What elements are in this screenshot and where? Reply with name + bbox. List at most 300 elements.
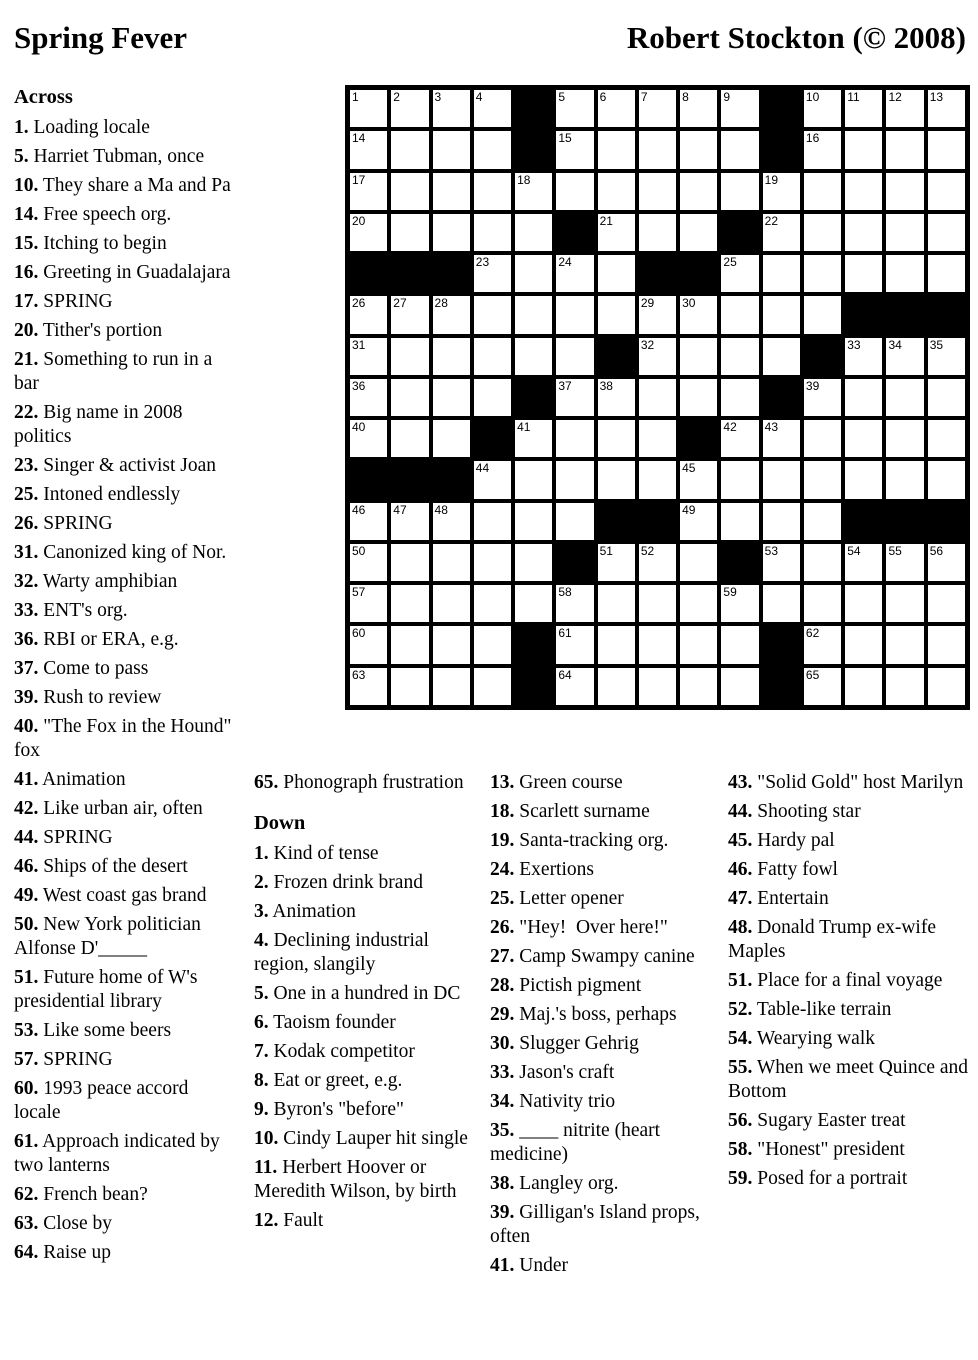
cell-number: 54 [847,543,861,558]
grid-cell [639,668,676,705]
grid-cell [680,338,717,375]
clue-number: 4. [254,930,269,951]
cell-number: 9 [723,90,731,104]
clue-number: 48. [728,917,753,938]
clue-item: 33. Jason's craft [490,1062,615,1083]
grid-cell [680,544,717,581]
clue-number: 26. [490,917,515,938]
grid-cell [556,255,593,292]
grid-cell [350,296,387,333]
cell-number: 29 [640,296,655,311]
clue-number: 56. [728,1110,753,1131]
grid-cell [928,131,965,168]
grid-cell [639,90,676,127]
grid-cell [474,338,511,375]
clue-item: 64. Raise up [14,1242,111,1263]
cell-number: 1 [352,90,359,104]
clue-number: 9. [254,1099,269,1120]
clue-number: 49. [14,885,39,906]
grid-cell [845,131,882,168]
grid-cell [928,668,965,705]
cell-number: 7 [640,90,648,104]
clue-number: 7. [254,1041,269,1062]
grid-cell [928,90,965,127]
clue-number: 28. [490,975,515,996]
grid-cell [556,379,593,416]
grid-cell [763,544,800,581]
grid-cell [804,503,841,540]
cell-number: 3 [434,90,442,104]
grid-cell [886,379,923,416]
grid-cell-black [928,296,965,333]
clue-number: 37. [14,658,39,679]
clue-number: 47. [728,888,753,909]
cell-number: 30 [682,296,696,311]
grid-cell [639,131,676,168]
cell-number: 22 [764,213,779,228]
grid-cell-black [515,626,552,663]
cell-number: 4 [475,90,483,104]
grid-cell [556,585,593,622]
grid-cell [680,503,717,540]
grid-cell-black [350,461,387,498]
grid-cell [886,585,923,622]
cell-number: 64 [558,667,572,682]
cell-number: 33 [847,337,861,352]
cell-number: 11 [847,90,860,104]
clue-number: 39. [14,687,39,708]
clue-item: 3. Animation [254,901,356,922]
cell-number: 38 [599,378,613,393]
cell-number: 60 [352,626,366,641]
grid-cell [433,338,470,375]
grid-cell-black [598,338,635,375]
cell-number: 18 [517,172,531,187]
clue-item: 46. Fatty fowl [728,859,838,880]
clue-number: 3. [254,901,269,922]
grid-cell [433,668,470,705]
clue-item: 19. Santa-tracking org. [490,830,669,851]
clue-item: 44. Shooting star [728,801,861,822]
clue-number: 44. [728,801,753,822]
cell-number: 63 [352,667,366,682]
clue-number: 17. [14,291,39,312]
grid-cell-black [845,296,882,333]
grid-cell [763,173,800,210]
clue-number: 33. [490,1062,515,1083]
clue-item: 26. "Hey! Over here!" [490,917,668,938]
clue-item: 43. "Solid Gold" host Marilyn [728,772,964,793]
grid-cell-black [433,461,470,498]
clue-number: 25. [14,484,39,505]
grid-cell [350,544,387,581]
grid-cell-black [391,461,428,498]
grid-cell [433,90,470,127]
grid-cell [721,90,758,127]
clue-item: 54. Wearying walk [728,1028,875,1049]
grid-cell [804,585,841,622]
grid-cell [433,420,470,457]
grid-cell [433,544,470,581]
grid-cell-black [639,503,676,540]
grid-cell [639,626,676,663]
grid-cell [845,668,882,705]
clue-item: 37. Come to pass [14,658,149,679]
grid-cell [433,503,470,540]
clue-item: 30. Slugger Gehrig [490,1033,639,1054]
grid-cell [556,173,593,210]
clue-item: 59. Posed for a portrait [728,1168,908,1189]
clue-number: 41. [14,769,39,790]
grid-cell [350,214,387,251]
clue-item: 41. Animation [14,769,126,790]
grid-cell [391,585,428,622]
down-clues-col2 [254,842,482,1233]
clue-number: 51. [728,970,753,991]
cell-number: 5 [558,90,566,104]
grid-cell [474,131,511,168]
grid-cell [474,668,511,705]
clue-item: 29. Maj.'s boss, perhaps [490,1004,677,1025]
clue-item: 63. Close by [14,1213,113,1234]
clue-item: 62. French bean? [14,1184,148,1205]
clue-item: 27. Camp Swampy canine [490,946,695,967]
grid-cell [474,379,511,416]
cell-number: 26 [352,296,366,311]
grid-cell [598,296,635,333]
grid-cell [639,544,676,581]
grid-cell [680,173,717,210]
clue-item: 18. Scarlett surname [490,801,650,822]
grid-cell-black [556,214,593,251]
clue-item: 39. Gilligan's Island props, often [490,1202,700,1247]
grid-cell [391,214,428,251]
clue-item: 50. New York politician Alfonse D'_____ [14,914,201,959]
cell-number: 42 [723,420,737,435]
grid-cell [721,668,758,705]
grid-cell [721,461,758,498]
grid-cell [721,255,758,292]
clue-item: 44. SPRING [14,827,113,848]
grid-cell [556,461,593,498]
grid-cell [474,503,511,540]
grid-cell-black [515,379,552,416]
clue-item: 57. SPRING [14,1049,113,1070]
grid-cell [763,503,800,540]
grid-cell [886,420,923,457]
clues-column-4 [728,771,974,1196]
grid-cell [845,626,882,663]
grid-cell-black [639,255,676,292]
grid-cell-black [804,338,841,375]
grid-cell [763,338,800,375]
clue-number: 8. [254,1070,269,1091]
clue-item: 40. "The Fox in the Hound" fox [14,716,232,761]
cell-number: 51 [599,543,613,558]
clue-number: 16. [14,262,39,283]
grid-cell [804,461,841,498]
grid-cell [886,338,923,375]
cell-number: 2 [393,90,400,104]
clue-number: 54. [728,1028,753,1049]
grid-cell [515,503,552,540]
clue-number: 43. [728,772,753,793]
grid-cell [804,544,841,581]
cell-number: 65 [805,667,820,682]
clue-number: 38. [490,1173,515,1194]
clue-number: 13. [490,772,515,793]
cell-number: 10 [805,90,820,104]
clue-item: 25. Letter opener [490,888,624,909]
clue-item: 60. 1993 peace accord locale [14,1078,189,1123]
grid-cell-black [680,255,717,292]
grid-cell [804,379,841,416]
grid-cell [721,296,758,333]
grid-cell [433,379,470,416]
down-clues-col4 [728,771,974,1191]
cell-number: 16 [805,131,820,146]
clue-item: 5. Harriet Tubman, once [14,146,205,167]
clue-number: 46. [728,859,753,880]
grid-cell [928,420,965,457]
page-title: Spring Fever [14,20,188,55]
grid-cell [433,585,470,622]
cell-number: 43 [764,420,779,435]
clue-number: 29. [490,1004,515,1025]
grid-cell [391,296,428,333]
clue-item: 2. Frozen drink brand [254,872,423,893]
grid-cell-black [598,503,635,540]
grid-cell [928,255,965,292]
cell-number: 24 [558,255,572,270]
grid-cell [391,173,428,210]
grid-cell [680,585,717,622]
clue-item: 25. Intoned endlessly [14,484,181,505]
clue-item: 28. Pictish pigment [490,975,642,996]
clue-item: 45. Hardy pal [728,830,835,851]
grid-cell [598,255,635,292]
clue-item: 34. Nativity trio [490,1091,616,1112]
clues-column-3 [490,771,722,1283]
clue-item: 22. Big name in 2008 politics [14,402,183,447]
grid-cell [886,255,923,292]
grid-cell [350,503,387,540]
grid-cell [556,668,593,705]
clue-item: 39. Rush to review [14,687,162,708]
grid-cell [350,626,387,663]
grid-cell [598,585,635,622]
clue-number: 2. [254,872,269,893]
grid-cell [845,379,882,416]
cell-number: 62 [805,626,820,641]
cell-number: 34 [888,337,902,352]
grid-cell [598,379,635,416]
grid-cell [474,626,511,663]
clue-number: 20. [14,320,39,341]
clue-number: 14. [14,204,39,225]
grid-cell [886,668,923,705]
grid-cell [350,379,387,416]
cell-number: 56 [929,543,944,558]
grid-cell [556,503,593,540]
clue-number: 53. [14,1020,39,1041]
grid-cell [721,585,758,622]
cell-number: 58 [558,585,572,600]
clue-item: 52. Table-like terrain [728,999,892,1020]
clue-number: 32. [14,571,39,592]
grid-cell [763,461,800,498]
grid-cell-black [763,90,800,127]
grid-cell [886,544,923,581]
author-byline: Robert Stockton (© 2008) [626,20,966,55]
clue-number: 40. [14,716,39,737]
grid-cell-black [763,668,800,705]
clue-number: 45. [728,830,753,851]
cell-number: 44 [475,461,490,476]
grid-cell [515,461,552,498]
grid-cell [680,131,717,168]
grid-cell [598,461,635,498]
clue-number: 61. [14,1131,39,1152]
cell-number: 52 [640,543,655,558]
grid-cell [763,585,800,622]
cell-number: 8 [682,90,689,104]
grid-cell [721,338,758,375]
grid-cell [515,585,552,622]
grid-cell-black [763,626,800,663]
grid-cell [804,420,841,457]
down-clues-col3 [490,771,722,1278]
clue-item: 6. Taoism founder [254,1012,396,1033]
clue-number: 24. [490,859,515,880]
grid-cell [639,461,676,498]
clue-number: 31. [14,542,39,563]
grid-cell [721,379,758,416]
clue-number: 6. [254,1012,269,1033]
cell-number: 17 [352,172,366,187]
grid-cell-black [886,296,923,333]
grid-cell [598,544,635,581]
clue-number: 35. [490,1120,515,1141]
grid-cell-black [680,420,717,457]
cell-number: 21 [599,213,613,228]
grid-cell-black [515,90,552,127]
grid-cell [391,338,428,375]
cell-number: 59 [723,585,737,600]
grid-cell [433,296,470,333]
grid-cell [433,173,470,210]
cell-number: 31 [352,337,366,352]
grid-cell [350,420,387,457]
cell-number: 55 [888,543,902,558]
grid-cell [680,296,717,333]
clue-number: 5. [254,983,269,1004]
clue-item: 23. Singer & activist Joan [14,455,217,476]
grid-cell [721,173,758,210]
grid-cell [556,90,593,127]
grid-cell [804,626,841,663]
clue-item: 47. Entertain [728,888,829,909]
clue-number: 21. [14,349,39,370]
grid-cell [928,173,965,210]
clue-number: 1. [14,117,29,138]
grid-cell-black [433,255,470,292]
grid-cell [886,131,923,168]
grid-cell [474,173,511,210]
grid-cell [598,90,635,127]
grid-cell [845,544,882,581]
grid-cell [804,90,841,127]
grid-cell [639,338,676,375]
grid-cell [845,585,882,622]
clue-number: 41. [490,1255,515,1276]
clue-item: 53. Like some beers [14,1020,172,1041]
grid-cell [515,255,552,292]
grid-cell [515,544,552,581]
clue-item: 8. Eat or greet, e.g. [254,1070,403,1091]
cell-number: 15 [558,131,572,146]
grid-cell [598,420,635,457]
grid-cell [350,173,387,210]
cell-number: 35 [929,337,944,352]
grid-cell [804,255,841,292]
clue-number: 27. [490,946,515,967]
clue-number: 51. [14,967,39,988]
down-section-label: Down [254,812,306,834]
grid-cell [556,626,593,663]
clue-item: 51. Place for a final voyage [728,970,943,991]
clue-number: 60. [14,1078,39,1099]
clue-number: 50. [14,914,39,935]
clue-number: 44. [14,827,39,848]
clue-number: 18. [490,801,515,822]
clue-item: 11. Herbert Hoover or Meredith Wilson, by birth [254,1157,457,1202]
grid-cell [886,173,923,210]
grid-cell [639,214,676,251]
grid-cell [433,131,470,168]
grid-cell [845,255,882,292]
grid-cell [639,585,676,622]
clue-item: 10. Cindy Lauper hit single [254,1128,468,1149]
grid-cell [721,503,758,540]
clue-number: 5. [14,146,29,167]
clue-item: 17. SPRING [14,291,113,312]
clue-item: 46. Ships of the desert [14,856,188,877]
clue-item: 33. ENT's org. [14,600,128,621]
grid-cell [350,131,387,168]
grid-cell-black [928,503,965,540]
grid-cell [350,585,387,622]
clue-item: 49. West coast gas brand [14,885,207,906]
clue-number: 26. [14,513,39,534]
clue-item: 26. SPRING [14,513,113,534]
clue-number: 55. [728,1057,753,1078]
grid-cell [391,420,428,457]
clue-item: 15. Itching to begin [14,233,167,254]
grid-cell [804,131,841,168]
grid-cell [886,626,923,663]
grid-cell [928,626,965,663]
clue-item: 35. ____ nitrite (heart medicine) [490,1120,661,1165]
grid-cell [639,296,676,333]
grid-cell [598,668,635,705]
grid-cell [515,420,552,457]
cell-number: 41 [517,420,531,435]
grid-cell [391,503,428,540]
grid-cell [474,90,511,127]
cell-number: 45 [682,461,696,476]
clue-item: 42. Like urban air, often [14,798,203,819]
